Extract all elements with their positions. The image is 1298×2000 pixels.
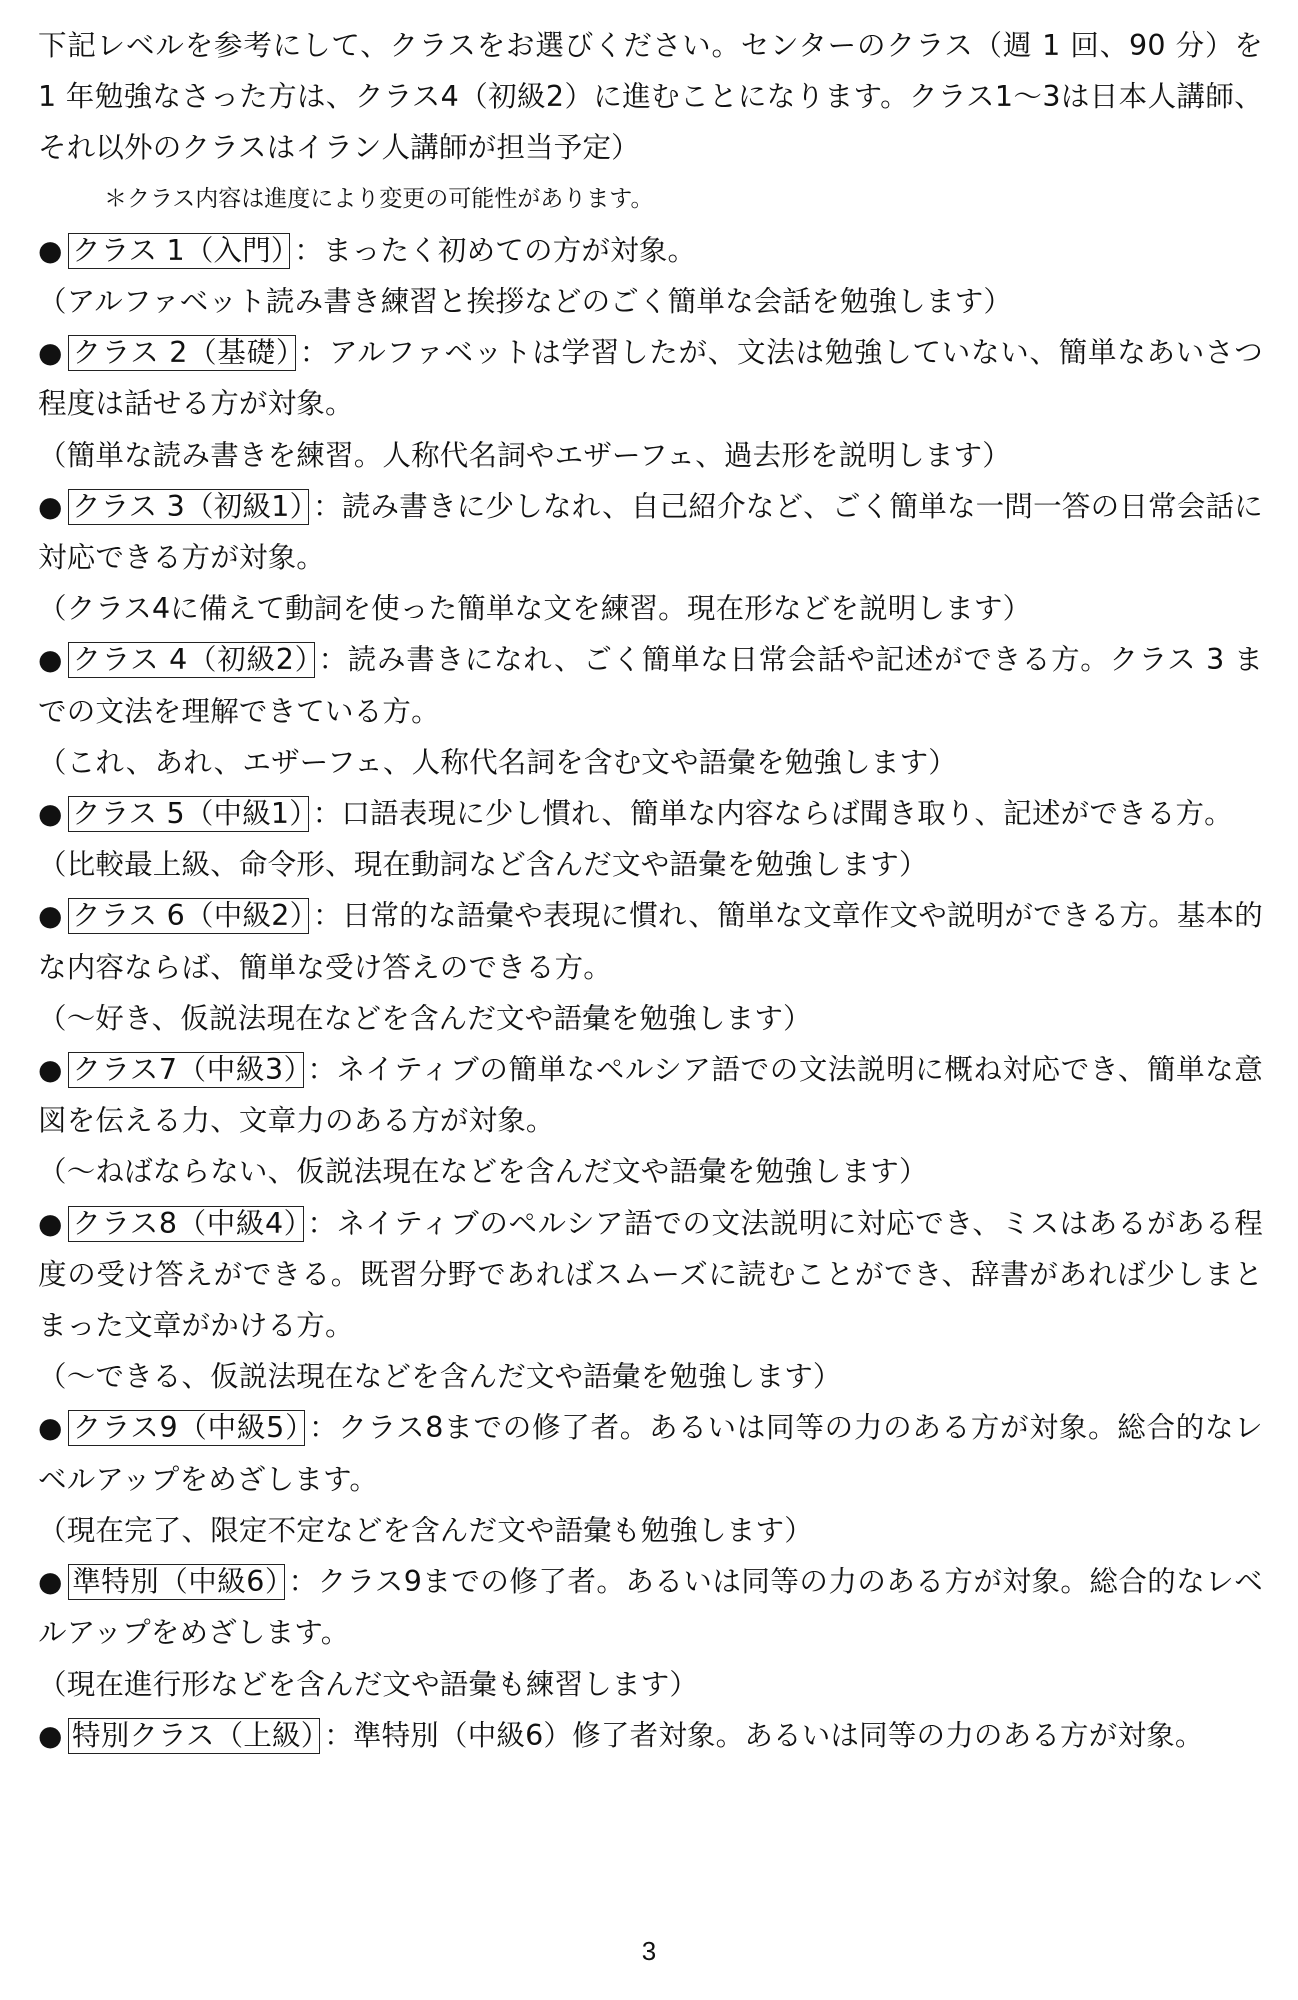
bullet-icon: ● <box>38 1565 63 1599</box>
class-4-description: ：読み書きになれ、ごく簡単な日常会話や記述ができる方。クラス 3 までの文法を理解できている方。 <box>38 643 1263 728</box>
class-6-entry <box>38 890 1263 1044</box>
class-4-entry <box>38 634 1263 788</box>
class-special-label: 特別クラス（上級） <box>68 1718 320 1754</box>
bullet-icon: ● <box>38 489 63 523</box>
bullet-icon: ● <box>38 899 63 933</box>
bullet-icon: ● <box>38 336 63 370</box>
class-3-detail: （クラス4に備えて動詞を使った簡単な文を練習。現在形などを説明します） <box>38 592 1032 626</box>
class-semi-special-entry <box>38 1556 1263 1710</box>
class-1-description: ：まったく初めての方が対象。 <box>294 233 697 267</box>
class-5-description: ：口語表現に少し慣れ、簡単な内容ならば聞き取り、記述ができる方。 <box>312 797 1233 831</box>
class-semi-special-detail: （現在進行形などを含んだ文や語彙も練習します） <box>38 1667 699 1701</box>
class-7-description: ：ネイティブの簡単なペルシア語での文法説明に概ね対応でき、簡単な意図を伝える力、文章力のある方が対象。 <box>38 1053 1263 1138</box>
class-8-detail: （～できる、仮説法現在などを含んだ文や語彙を勉強します） <box>38 1360 842 1394</box>
class-semi-special-label: 準特別（中級6） <box>68 1564 285 1600</box>
bullet-icon: ● <box>38 797 63 831</box>
class-8-entry <box>38 1198 1263 1403</box>
class-1-label: クラス 1（入門） <box>68 233 290 269</box>
class-4-label: クラス 4（初級2） <box>68 642 315 678</box>
class-3-entry <box>38 481 1263 635</box>
class-special-line <box>38 1710 1263 1761</box>
class-9-detail: （現在完了、限定不定などを含んだ文や語彙も勉強します） <box>38 1513 813 1547</box>
bullet-icon: ● <box>38 1206 63 1240</box>
class-4-line <box>38 634 1263 736</box>
class-3-description: ：読み書きに少しなれ、自己紹介など、ごく簡単な一問一答の日常会話に対応できる方が対象。 <box>38 489 1263 575</box>
class-8-line <box>38 1198 1263 1352</box>
intro-text: 下記レベルを参考にして、クラスをお選びください。センターのクラス（週 1 回、90 分）を 1 年勉強なさった方は、クラス4（初級2）に進むことになります。クラス1～3は日本人講師、それ以外のクラスはイラン人講師が担当予定） <box>38 29 1263 165</box>
class-special-entry <box>38 1710 1263 1761</box>
bullet-icon: ● <box>38 1718 63 1752</box>
class-5-label: クラス 5（中級1） <box>68 796 309 832</box>
class-7-label: クラス7（中級3） <box>68 1052 304 1088</box>
class-1-entry <box>38 225 1263 327</box>
class-special-description: ：準特別（中級6）修了者対象。あるいは同等の力のある方が対象。 <box>324 1718 1204 1752</box>
class-8-label: クラス8（中級4） <box>68 1206 304 1242</box>
class-5-entry <box>38 788 1263 890</box>
class-6-label: クラス 6（中級2） <box>68 898 309 934</box>
class-7-entry <box>38 1044 1263 1198</box>
class-9-line <box>38 1402 1263 1504</box>
page-number: 3 <box>641 1936 657 1966</box>
class-6-detail: （～好き、仮説法現在などを含んだ文や語彙を勉強します） <box>38 1001 812 1035</box>
document-page <box>38 20 1263 1761</box>
class-8-description: ：ネイティブのペルシア語での文法説明に対応でき、ミスはあるがある程度の受け答えができる。既習分野であればスムーズに読むことができ、辞書があれば少しまとまった文章がかける方。 <box>38 1206 1263 1343</box>
class-5-detail: （比較最上級、命令形、現在動詞など含んだ文や語彙を勉強します） <box>38 848 928 882</box>
class-2-detail: （簡単な読み書きを練習。人称代名詞やエザーフェ、過去形を説明します） <box>38 438 1011 472</box>
class-2-description: ：アルファベットは学習したが、文法は勉強していない、簡単なあいさつ程度は話せる方が対象。 <box>38 336 1263 421</box>
class-7-detail: （～ねばならない、仮説法現在などを含んだ文や語彙を勉強します） <box>38 1155 928 1189</box>
class-1-line <box>38 225 1263 276</box>
class-5-line <box>38 788 1263 839</box>
class-9-description: ：クラス8までの修了者。あるいは同等の力のある方が対象。総合的なレベルアップをめざします。 <box>38 1411 1263 1496</box>
class-6-description: ：日常的な語彙や表現に慣れ、簡単な文章作文や説明ができる方。基本的な内容ならば、簡単な受け答えのできる方。 <box>38 899 1263 984</box>
class-2-line <box>38 327 1263 429</box>
intro-note: ＊クラス内容は進度により変更の可能性があります。 <box>104 185 654 212</box>
class-4-detail: （これ、あれ、エザーフェ、人称代名詞を含む文や語彙を勉強します） <box>38 745 957 779</box>
class-9-entry <box>38 1402 1263 1556</box>
class-3-line <box>38 481 1263 583</box>
class-7-line <box>38 1044 1263 1146</box>
class-1-detail: （アルファベット読み書き練習と挨拶などのごく簡単な会話を勉強します） <box>38 285 1013 319</box>
class-2-label: クラス 2（基礎） <box>68 335 296 371</box>
class-2-entry <box>38 327 1263 481</box>
bullet-icon: ● <box>38 643 63 677</box>
class-semi-special-description: ：クラス9までの修了者。あるいは同等の力のある方が対象。総合的なレベルアップをめざします。 <box>38 1565 1263 1650</box>
class-semi-special-line <box>38 1556 1263 1658</box>
bullet-icon: ● <box>38 233 63 267</box>
class-6-line <box>38 890 1263 992</box>
class-3-label: クラス 3（初級1） <box>68 489 309 525</box>
bullet-icon: ● <box>38 1411 63 1445</box>
bullet-icon: ● <box>38 1053 63 1087</box>
class-9-label: クラス9（中級5） <box>68 1410 305 1446</box>
